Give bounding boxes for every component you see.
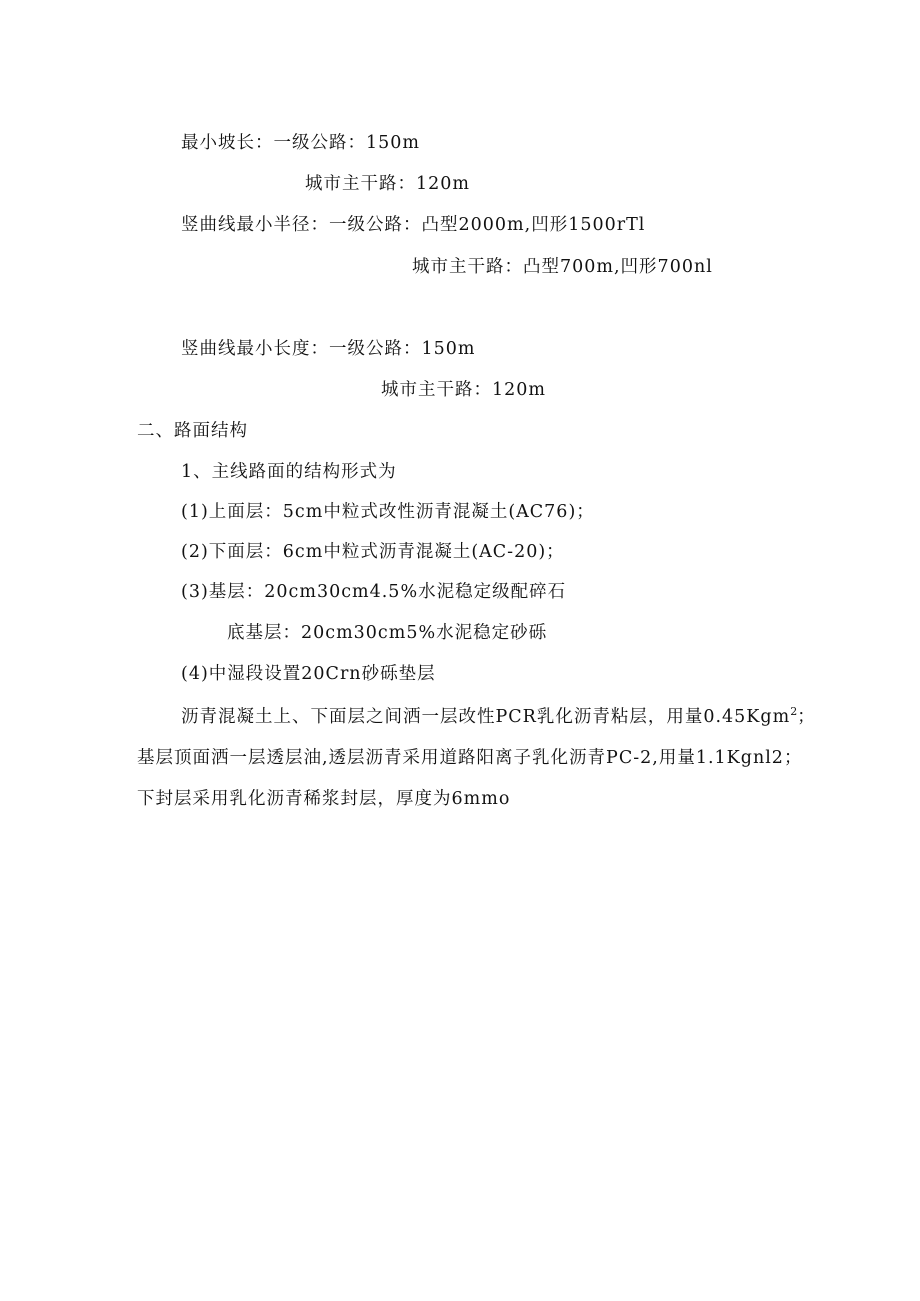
- list-item-lower-layer: (2)下面层：6cm中粒式沥青混凝土(AC-20)；: [181, 542, 565, 562]
- paragraph-prime-coat: 基层顶面洒一层透层油,透层沥青采用道路阳离子乳化沥青PC-2,用量1.1Kgnl2；: [137, 748, 803, 768]
- vertical-curve-min-length-line: 竖曲线最小长度：一级公路：150m: [181, 339, 476, 359]
- vertical-curve-min-radius-line: 竖曲线最小半径：一级公路：凸型2000m,凹形1500rTl: [181, 215, 646, 235]
- min-slope-length-urban-line: 城市主干路：120m: [305, 174, 470, 194]
- vertical-curve-min-radius-urban-line: 城市主干路：凸型700m,凹形700nl: [412, 257, 713, 277]
- paragraph-tack-coat-text: 沥青混凝土上、下面层之间洒一层改性PCR乳化沥青粘层，用量0.45Kgm: [181, 707, 791, 727]
- subsection-heading-mainline-structure: 1、主线路面的结构形式为: [181, 462, 397, 482]
- paragraph-seal-coat: 下封层采用乳化沥青稀浆封层，厚度为6mmo: [137, 789, 511, 809]
- list-item-upper-layer: (1)上面层：5cm中粒式改性沥青混凝土(AC76)；: [181, 502, 595, 522]
- paragraph-tack-coat: [181, 705, 816, 729]
- list-item-cushion-layer: (4)中湿段设置20Crn砂砾垫层: [181, 664, 436, 684]
- vertical-curve-min-length-urban-line: 城市主干路：120m: [381, 380, 546, 400]
- list-item-subbase-layer: 底基层：20cm30cm5%水泥稳定砂砾: [227, 623, 548, 643]
- section-heading-pavement-structure: 二、路面结构: [137, 421, 248, 441]
- min-slope-length-line: 最小坡长：一级公路：150m: [181, 133, 420, 153]
- superscript-two: 2: [790, 705, 798, 719]
- list-item-base-layer: (3)基层：20cm30cm4.5%水泥稳定级配碎石: [181, 582, 567, 602]
- paragraph-tack-coat-end: ；: [797, 707, 816, 727]
